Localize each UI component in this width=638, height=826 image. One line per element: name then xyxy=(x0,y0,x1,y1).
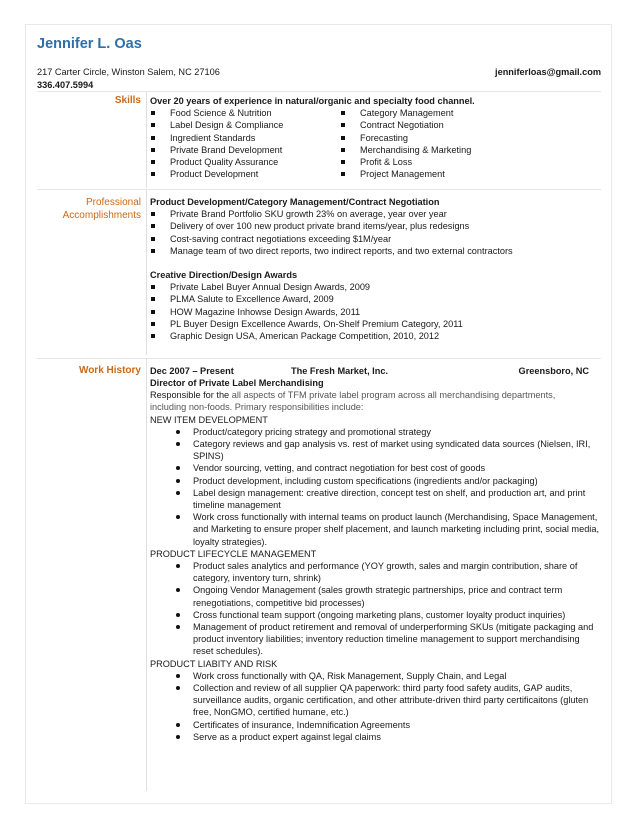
new-item-list xyxy=(150,426,601,548)
job-responsibility-line2: including non-foods. Primary responsibilities include: xyxy=(150,402,364,413)
skill-item: Product Quality Assurance xyxy=(150,156,340,168)
accomplishments-list-1 xyxy=(150,208,601,257)
accomplishments-heading-2: Creative Direction/Design Awards xyxy=(150,270,298,281)
responsibility-item: Management of product retirement and removal of underperforming SKUs (mitigate packaging and product inventory liabilities; inventory reduction timeline management to support merchandising reset schedules). xyxy=(150,621,601,658)
accomplishment-item: Delivery of over 100 new product private brand items/year, plus redesigns xyxy=(150,220,601,232)
job-responsibility-rest: all aspects of TFM private label program across all merchandising departments, xyxy=(231,390,556,401)
candidate-name: Jennifer L. Oas xyxy=(37,36,142,52)
job-responsibility-lead: Responsible for the xyxy=(150,390,230,401)
accomplishment-item: Private Brand Portfolio SKU growth 23% on average, year over year xyxy=(150,208,601,220)
lifecycle-list xyxy=(150,560,601,658)
email-link[interactable]: jenniferloas@gmail.com xyxy=(495,67,601,77)
responsibility-item: Ongoing Vendor Management (sales growth strategic partnerships, price and contract term renegotiations, competitive bid processes) xyxy=(150,584,601,608)
responsibility-item: Cross functional team support (ongoing marketing plans, customer loyalty product inquiries) xyxy=(150,609,601,621)
skill-item: Project Management xyxy=(340,168,471,180)
award-item: Private Label Buyer Annual Design Awards, 2009 xyxy=(150,281,601,293)
accomplishments-heading-1: Product Development/Category Management/Contract Negotiation xyxy=(150,197,440,207)
job-responsibility xyxy=(150,389,601,401)
liability-list xyxy=(150,670,601,743)
responsibility-item: Certificates of insurance, Indemnification Agreements xyxy=(150,719,601,731)
responsibility-item: Product development, including custom specifications (ingredients and/or packaging) xyxy=(150,475,601,487)
skill-item: Private Brand Development xyxy=(150,144,340,156)
skills-intro: Over 20 years of experience in natural/organic and specialty food channel. xyxy=(150,96,475,106)
skill-item: Food Science & Nutrition xyxy=(150,107,340,119)
job-header xyxy=(150,365,601,377)
skills-columns xyxy=(150,107,601,180)
section-divider xyxy=(146,92,147,188)
responsibility-item: Work cross functionally with internal teams on product launch (Merchandising, Space Management, and Marketing to ensure proper shelf placement, and launch marketing including print, social media, loyalty strategies). xyxy=(150,511,601,548)
responsibility-item: Serve as a product expert against legal claims xyxy=(150,731,601,743)
skill-item: Profit & Loss xyxy=(340,156,471,168)
responsibility-item: Product/category pricing strategy and promotional strategy xyxy=(150,426,601,438)
skill-item: Merchandising & Marketing xyxy=(340,144,471,156)
responsibility-item: Collection and review of all supplier QA paperwork: third party food safety audits, GAP audits, surveillance audits, organic certification, and other attribute-driven third party certificaitons (gluten free, NonGMO, certified humane, etc.) xyxy=(150,682,601,719)
responsibility-item: Product sales analytics and performance (YOY growth, sales and margin contribution, share of category, inventory turn, shrink) xyxy=(150,560,601,584)
award-item: HOW Magazine Inhowse Design Awards, 2011 xyxy=(150,306,601,318)
phone-number: 336.407.5994 xyxy=(37,80,94,90)
address: 217 Carter Circle, Winston Salem, NC 27106 xyxy=(37,67,220,77)
subheading-liability: PRODUCT LIABITY AND RISK xyxy=(150,658,278,669)
award-item: Graphic Design USA, American Package Competition, 2010, 2012 xyxy=(150,330,601,342)
award-item: PL Buyer Design Excellence Awards, On-Shelf Premium Category, 2011 xyxy=(150,318,601,330)
job-company: The Fresh Market, Inc. xyxy=(291,366,389,376)
responsibility-item: Vendor sourcing, vetting, and contract negotiation for best cost of goods xyxy=(150,462,601,474)
work-history-title: Work History xyxy=(78,365,141,376)
responsibility-item: Work cross functionally with QA, Risk Management, Supply Chain, and Legal xyxy=(150,670,601,682)
accomplishments-list-2 xyxy=(150,281,601,342)
accomplishments-title-line1: Professional xyxy=(85,197,141,208)
award-item: PLMA Salute to Excellence Award, 2009 xyxy=(150,293,601,305)
skill-item: Forecasting xyxy=(340,132,471,144)
job-dates: Dec 2007 – Present xyxy=(150,366,234,376)
skills-section xyxy=(37,91,601,188)
work-history-section xyxy=(37,358,601,791)
job-role: Director of Private Label Merchandising xyxy=(150,378,324,388)
job-location: Greensboro, NC xyxy=(518,366,589,376)
accomplishments-title-line2: Accomplishments xyxy=(62,210,141,221)
skills-title: Skills xyxy=(114,95,141,106)
subheading-new-item: NEW ITEM DEVELOPMENT xyxy=(150,414,268,425)
skill-item: Category Management xyxy=(340,107,471,119)
skill-item: Ingredient Standards xyxy=(150,132,340,144)
skill-item: Contract Negotiation xyxy=(340,119,471,131)
accomplishment-item: Manage team of two direct reports, two indirect reports, and two external contractors xyxy=(150,245,601,257)
section-divider xyxy=(146,359,147,791)
responsibility-item: Label design management: creative direction, concept test on shelf, and production art, and print timeline management xyxy=(150,487,601,511)
skill-item: Label Design & Compliance xyxy=(150,119,340,131)
section-divider xyxy=(146,190,147,355)
skills-list-1 xyxy=(150,107,340,180)
subheading-lifecycle: PRODUCT LIFECYCLE MANAGEMENT xyxy=(150,548,317,559)
skill-item: Product Development xyxy=(150,168,340,180)
accomplishment-item: Cost-saving contract negotiations exceeding $1M/year xyxy=(150,233,601,245)
skills-list-2 xyxy=(340,107,471,180)
accomplishments-title xyxy=(37,196,141,222)
responsibility-item: Category reviews and gap analysis vs. rest of market using syndicated data sources (Nielsen, IRI, SPINS) xyxy=(150,438,601,462)
accomplishments-section xyxy=(37,189,601,355)
